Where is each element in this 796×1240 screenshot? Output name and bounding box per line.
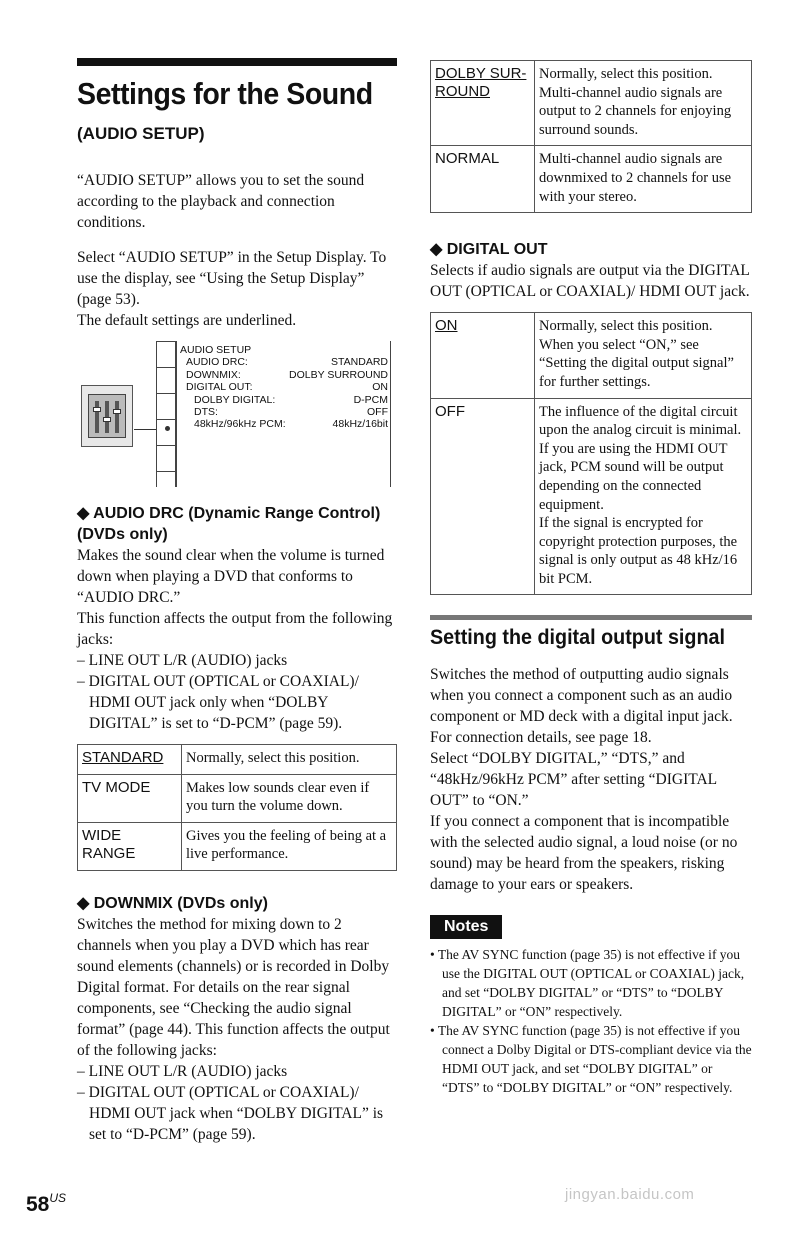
- option-standard: STANDARD: [82, 749, 164, 766]
- left-column: [77, 58, 397, 1145]
- intro-text: “AUDIO SETUP” allows you to set the sound according to the playback and connection conditions.: [77, 172, 365, 231]
- watermark: jingyan.baidu.com: [565, 1186, 695, 1203]
- select-instruction: Select “AUDIO SETUP” in the Setup Display. To use the display, see “Using the Setup Display” (page 53).: [77, 249, 387, 308]
- option-wide-range: WIDE RANGE: [78, 822, 182, 870]
- page-title: Settings for the Sound: [77, 76, 373, 111]
- digital-signal-p1: Switches the method of outputting audio signals when you connect a component such as an audio component or MD deck with a digital input jack.: [430, 666, 733, 726]
- table-row: [431, 313, 752, 398]
- downmix-description: Switches the method for mixing down to 2 channels when you play a DVD which has rear sound elements (channels) or is recorded in Dolby Digital format. For details on the rear signal components, see “Checking the audio signal format” (page 44). This function affects the output of the following jacks:: [77, 915, 390, 1059]
- page-subtitle: (AUDIO SETUP): [77, 124, 205, 143]
- setup-row-downmix: DOWNMIX: DOLBY SURROUND: [186, 368, 388, 381]
- option-on: ON: [435, 317, 458, 335]
- notes-list: [430, 945, 752, 1097]
- right-column: [430, 60, 752, 1097]
- setup-menu-tabs: [156, 341, 176, 487]
- digital-out-description: Selects if audio signals are output via the DIGITAL OUT (OPTICAL or COAXIAL)/ HDMI OUT jack.: [430, 262, 750, 301]
- list-item: – DIGITAL OUT (OPTICAL or COAXIAL)/ HDMI OUT jack when “DOLBY DIGITAL” is set to “D-PCM” (page 59).: [77, 1083, 384, 1143]
- list-item: – LINE OUT L/R (AUDIO) jacks: [77, 1062, 288, 1080]
- setup-row-digital-out: DIGITAL OUT: ON: [186, 381, 388, 394]
- audio-drc-jack-list: [77, 650, 397, 734]
- selected-tab-marker: [165, 426, 170, 431]
- digital-out-heading: ◆ DIGITAL OUT: [430, 241, 548, 259]
- audio-drc-table: [77, 744, 397, 871]
- option-off: OFF: [431, 398, 535, 595]
- list-item: • The AV SYNC function (page 35) is not effective if you connect a Dolby Digital or DTS-compliant device via the HDMI OUT jack, and set “DOLBY DIGITAL” or “DTS” to “DOLBY DIGITAL” or “ON” respectively.: [430, 1023, 752, 1096]
- downmix-jack-list: [77, 1061, 397, 1145]
- setup-row-dts: DTS: OFF: [194, 406, 388, 419]
- option-description: Normally, select this position. Multi-channel audio signals are output to 2 channels for enjoying surround sounds.: [535, 61, 752, 146]
- list-item: – DIGITAL OUT (OPTICAL or COAXIAL)/ HDMI OUT jack only when “DOLBY DIGITAL” is set to “D-PCM” (page 59).: [77, 673, 359, 732]
- option-description: Normally, select this position.: [182, 745, 397, 775]
- default-note: The default settings are underlined.: [77, 312, 297, 329]
- option-dolby-surround: DOLBY SUR- ROUND: [435, 65, 527, 100]
- option-normal: NORMAL: [431, 146, 535, 213]
- downmix-heading: ◆ DOWNMIX (DVDs only): [77, 894, 268, 912]
- region-suffix: US: [49, 1191, 67, 1205]
- digital-signal-p3: Select “DOLBY DIGITAL,” “DTS,” and “48kHz/96kHz PCM” after setting “DIGITAL OUT” to “ON.”: [430, 750, 717, 810]
- table-row: [78, 822, 397, 870]
- option-description-extra: If the signal is encrypted for copyright protection purposes, the signal is only output as 48 kHz/16 bit PCM.: [539, 515, 738, 587]
- option-description: Multi-channel audio signals are downmixed to 2 channels for use with your stereo.: [535, 146, 752, 213]
- table-row: [431, 146, 752, 213]
- digital-signal-p4: If you connect a component that is incompatible with the selected audio signal, a loud noise (or no sound) may be heard from the speakers, risking damage to your ears or speakers.: [430, 813, 738, 894]
- option-description: The influence of the digital circuit upon the analog circuit is minimal. If you are using the HDMI OUT jack, PCM sound will be output depending on the connected equipment.: [539, 403, 742, 513]
- downmix-table: [430, 60, 752, 213]
- table-row: [78, 745, 397, 775]
- table-row: [431, 398, 752, 595]
- audio-drc-description: Makes the sound clear when the volume is turned down when playing a DVD that conforms to “AUDIO DRC.”: [77, 547, 385, 606]
- setup-screen-header: AUDIO SETUP: [180, 344, 252, 356]
- list-item: – LINE OUT L/R (AUDIO) jacks: [77, 652, 288, 669]
- setup-screen: [176, 341, 391, 487]
- setup-display-illustration: [77, 341, 397, 487]
- table-row: [78, 774, 397, 822]
- icon-connector-line: [134, 429, 156, 430]
- notes-label: Notes: [430, 915, 502, 939]
- table-row: [431, 61, 752, 146]
- setup-row-audio-drc: AUDIO DRC: STANDARD: [186, 356, 388, 369]
- digital-signal-title: Setting the digital output signal: [430, 626, 725, 650]
- list-item: • The AV SYNC function (page 35) is not effective if you use the DIGITAL OUT (OPTICAL or COAXIAL) jack, and set “DOLBY DIGITAL” or “DTS” to “DOLBY DIGITAL” or “ON” respectively.: [430, 947, 745, 1020]
- option-description: Gives you the feeling of being at a live performance.: [182, 822, 397, 870]
- audio-setup-icon: [81, 385, 133, 447]
- option-description: Normally, select this position. When you select “ON,” see “Setting the digital output signal” for further settings.: [535, 313, 752, 398]
- digital-signal-p2: For connection details, see page 18.: [430, 729, 652, 747]
- audio-drc-heading: ◆ AUDIO DRC (Dynamic Range Control) (DVDs only): [77, 505, 381, 543]
- option-description: Makes low sounds clear even if you turn the volume down.: [182, 774, 397, 822]
- title-rule: [77, 58, 397, 66]
- setup-row-pcm: 48kHz/96kHz PCM: 48kHz/16bit: [194, 418, 388, 431]
- setup-row-dolby-digital: DOLBY DIGITAL: D-PCM: [194, 393, 388, 406]
- section-rule: [430, 615, 752, 620]
- option-tv-mode: TV MODE: [78, 774, 182, 822]
- digital-out-table: [430, 312, 752, 595]
- page-number: $58^{US}$: [26, 1191, 67, 1216]
- audio-drc-jacks-intro: This function affects the output from the following jacks:: [77, 610, 393, 648]
